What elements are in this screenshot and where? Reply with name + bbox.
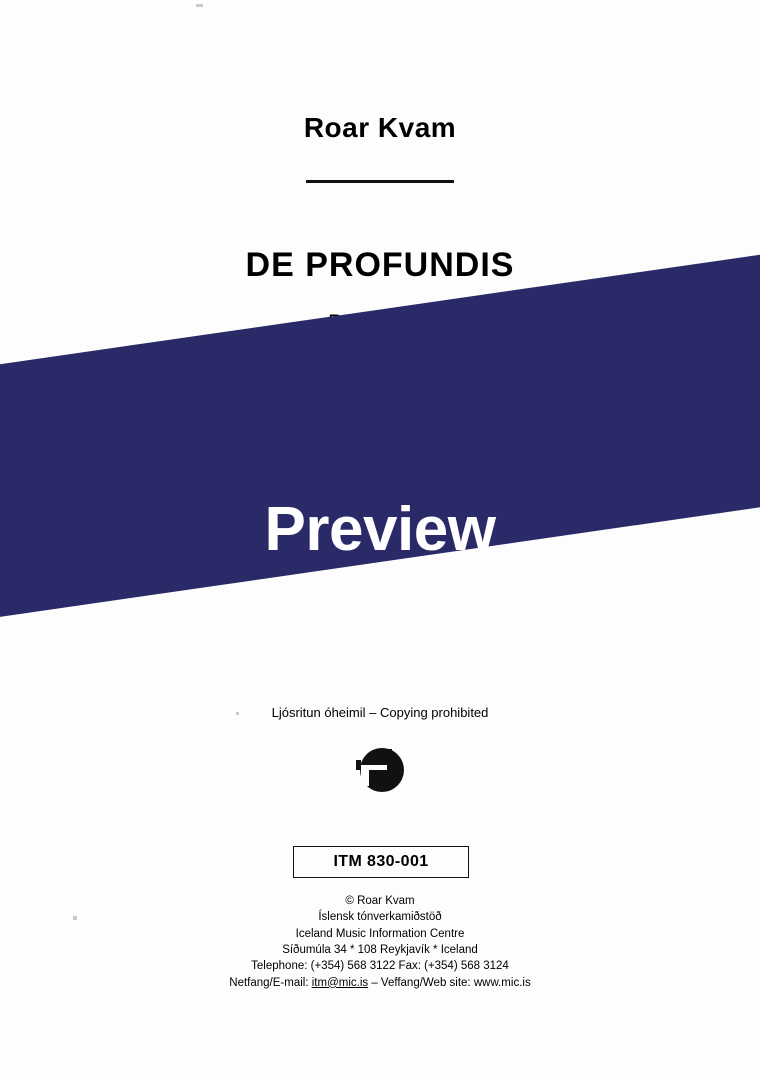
title-divider bbox=[306, 180, 454, 183]
logo-wordmark bbox=[348, 568, 470, 603]
contact-prefix: Netfang/E-mail: bbox=[229, 976, 312, 989]
preview-label: Preview bbox=[264, 495, 496, 564]
page-title: DE PROFUNDIS bbox=[245, 246, 515, 284]
email-link[interactable]: itm@mic.is bbox=[311, 976, 369, 989]
publisher-emblem-icon bbox=[348, 737, 412, 801]
imprint-line: Íslensk tónverkamiðstöð bbox=[318, 911, 442, 924]
logo-line-1: Tónlistarmiðstöð bbox=[347, 568, 470, 585]
website-link[interactable]: www.mic.is bbox=[473, 976, 531, 989]
composer-name: Roar Kvam bbox=[303, 112, 457, 143]
imprint-line: Síðumúla 34 * 108 Reykjavík * Iceland bbox=[282, 943, 478, 956]
imprint-line: Iceland Music Information Centre bbox=[295, 927, 465, 940]
catalogue-number: ITM 830-001 bbox=[333, 853, 429, 870]
scan-artifact bbox=[196, 4, 203, 7]
catalogue-number-box bbox=[293, 846, 469, 878]
imprint-line: © Roar Kvam bbox=[345, 895, 415, 907]
preview-watermark-band bbox=[0, 247, 760, 617]
imprint-line: Telephone: (+354) 568 3122 Fax: (+354) 568 3124 bbox=[251, 960, 509, 973]
imprint-block bbox=[0, 893, 760, 991]
chevrons-icon bbox=[291, 572, 339, 598]
contact-middle: – Veffang/Web site: bbox=[368, 976, 474, 989]
copying-prohibited-note: Ljósritun óheimil – Copying prohibited bbox=[271, 705, 489, 720]
contact-line bbox=[0, 975, 760, 991]
logo-line-2: Iceland Music bbox=[347, 585, 447, 603]
